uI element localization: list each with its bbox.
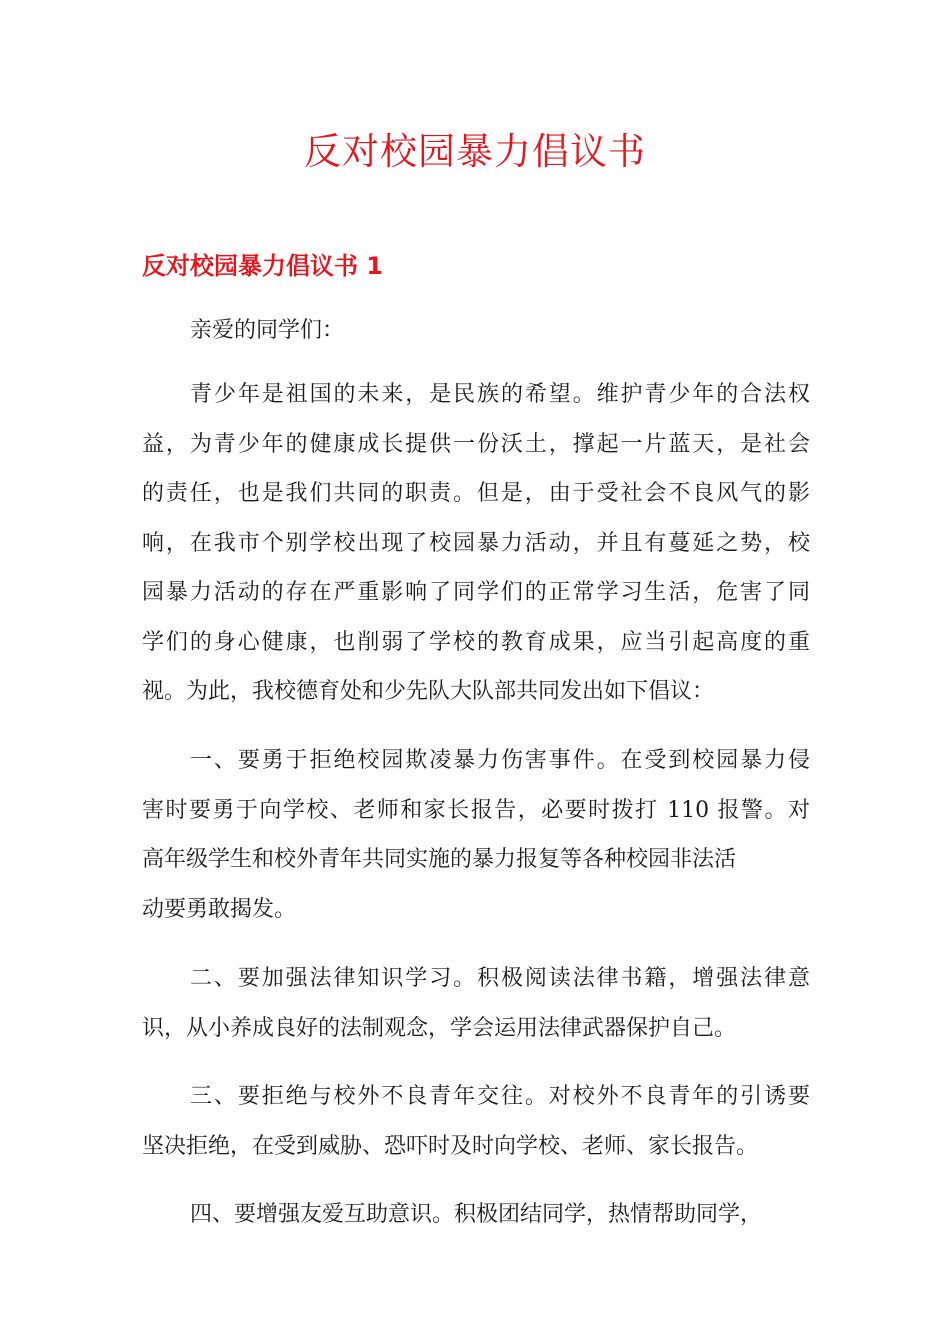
section-heading: 反对校园暴力倡议书 1 <box>142 252 384 280</box>
paragraph-line: 三、要拒绝与校外不良青年交往。对校外不良青年的引诱要 <box>190 1084 810 1109</box>
paragraph-line: 青少年是祖国的未来，是民族的希望。维护青少年的合法权 <box>190 382 810 407</box>
paragraph-line: 响，在我市个别学校出现了校园暴力活动，并且有蔓延之势，校 <box>142 530 810 556</box>
paragraph-1 <box>142 370 810 717</box>
document-title: 反对校园暴力倡议书 <box>304 130 646 173</box>
paragraph-line: 一、要勇于拒绝校园欺凌暴力伤害事件。在受到校园暴力侵 <box>190 748 810 773</box>
paragraph-line: 高年级学生和校外青年共同实施的暴力报复等各种校园非法活 <box>142 847 737 872</box>
paragraph-line: 坚决拒绝，在受到威胁、恐吓时及时向学校、老师、家长报告。 <box>142 1133 759 1159</box>
paragraph-line: 益，为青少年的健康成长提供一份沃土，撑起一片蓝天，是社会 <box>142 431 810 457</box>
paragraph-line: 识，从小养成良好的法制观念，学会运用法律武器保护自己。 <box>142 1015 737 1041</box>
greeting: 亲爱的同学们： <box>190 318 345 343</box>
paragraph-line: 动要勇敢揭发。 <box>142 896 297 922</box>
paragraph-line: 视。为此，我校德育处和少先队大队部共同发出如下倡议： <box>142 679 715 704</box>
paragraph-line: 的责任，也是我们共同的职责。但是，由于受社会不良风气的影 <box>142 481 810 506</box>
paragraph-3 <box>142 954 810 1053</box>
paragraph-line: 害时要勇于向学校、老师和家长报告，必要时拨打 110 报警。对 <box>142 797 810 823</box>
paragraph-4 <box>142 1072 810 1171</box>
paragraph-5 <box>142 1190 810 1240</box>
paragraph-line: 四、要增强友爱互助意识。积极团结同学，热情帮助同学， <box>190 1202 763 1227</box>
paragraph-2 <box>142 736 810 934</box>
paragraph-line: 园暴力活动的存在严重影响了同学们的正常学习生活，危害了同 <box>142 580 810 605</box>
paragraph-line: 二、要加强法律知识学习。积极阅读法律书籍，增强法律意 <box>190 966 810 991</box>
paragraph-line: 学们的身心健康，也削弱了学校的教育成果，应当引起高度的重 <box>142 629 810 655</box>
